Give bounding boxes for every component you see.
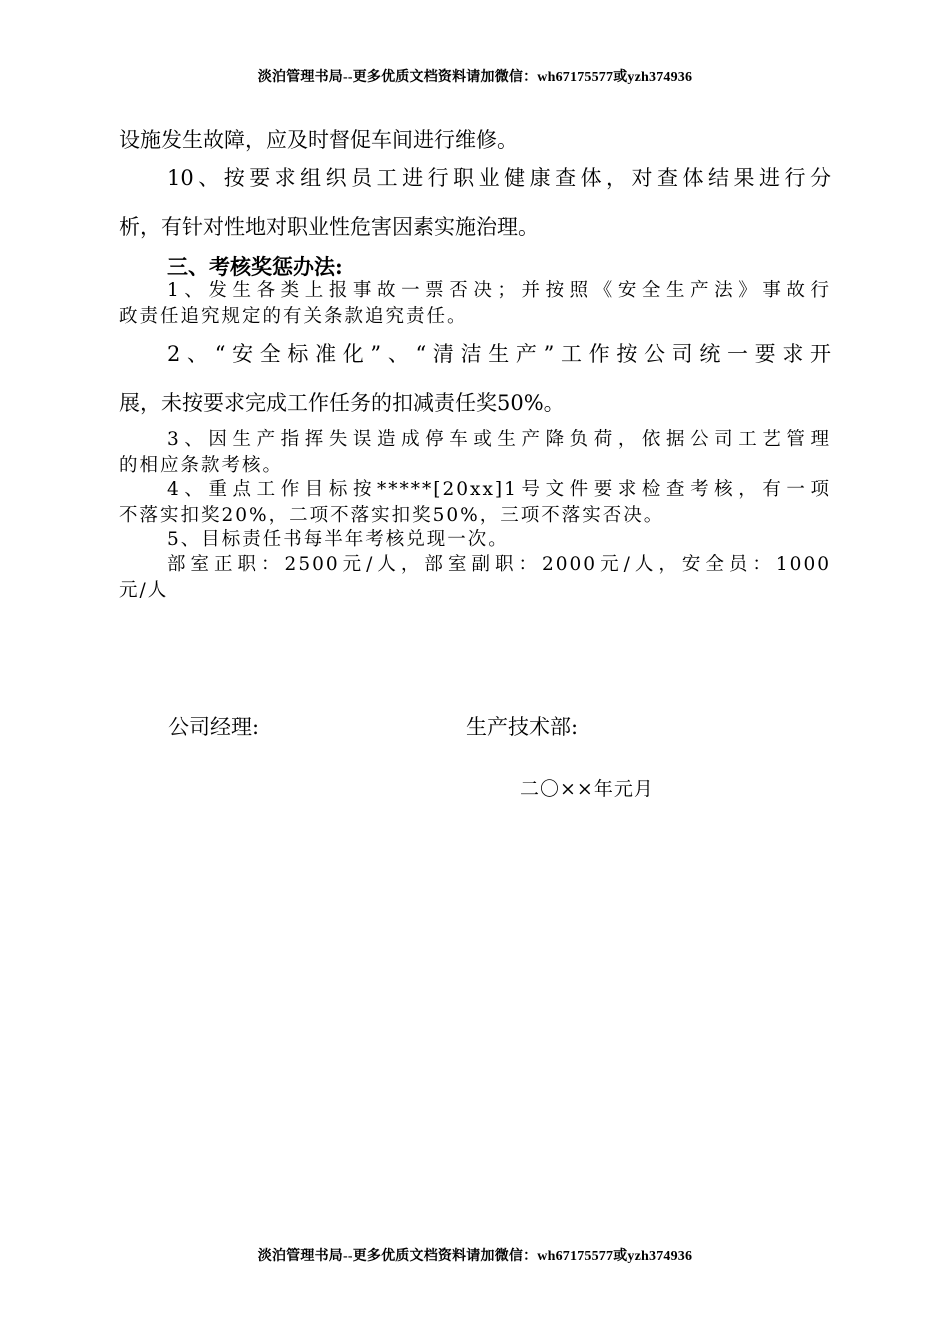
rule-3-line-1: 3、因生产指挥失误造成停车或生产降负荷，依据公司工艺管理: [167, 429, 831, 450]
rule-4-line-1: 4、重点工作目标按*****[20xx]1号文件要求检查考核，有一项: [167, 479, 831, 500]
rule-5-line-1: 5、目标责任书每半年考核兑现一次。: [167, 529, 509, 550]
rule-2-line-1: 2、“安全标准化”、“清洁生产”工作按公司统一要求开: [167, 342, 831, 366]
rule-1-line-1: 1、发生各类上报事故一票否决；并按照《安全生产法》事故行: [167, 280, 831, 301]
document-date: 二〇××年元月: [520, 778, 654, 800]
reward-line-2: 元/人: [119, 580, 169, 601]
page-header-watermark: 淡泊管理书局--更多优质文档资料请加微信：wh67175577或yzh374936: [257, 70, 693, 85]
item-10-line-2: 析，有针对性地对职业性危害因素实施治理。: [119, 215, 539, 239]
rule-3-line-2: 的相应条款考核。: [119, 455, 284, 476]
rule-1-line-2: 政责任追究规定的有关条款追究责任。: [119, 306, 468, 327]
rule-2-line-2: 展，未按要求完成工作任务的扣减责任奖50%。: [119, 391, 565, 415]
company-manager-signature-label: 公司经理:: [168, 715, 260, 739]
production-dept-signature-label: 生产技术部:: [466, 715, 579, 739]
item-10-line-1: 10、按要求组织员工进行职业健康查体，对查体结果进行分: [167, 166, 831, 190]
section-3-title: 三、考核奖惩办法:: [167, 254, 343, 279]
continuation-line: 设施发生故障，应及时督促车间进行维修。: [119, 128, 518, 152]
reward-line-1: 部室正职：2500元/人，部室副职：2000元/人，安全员：1000: [167, 554, 831, 575]
page-footer-watermark: 淡泊管理书局--更多优质文档资料请加微信：wh67175577或yzh374936: [257, 1249, 693, 1264]
rule-4-line-2: 不落实扣奖20%，二项不落实扣奖50%，三项不落实否决。: [119, 505, 665, 526]
